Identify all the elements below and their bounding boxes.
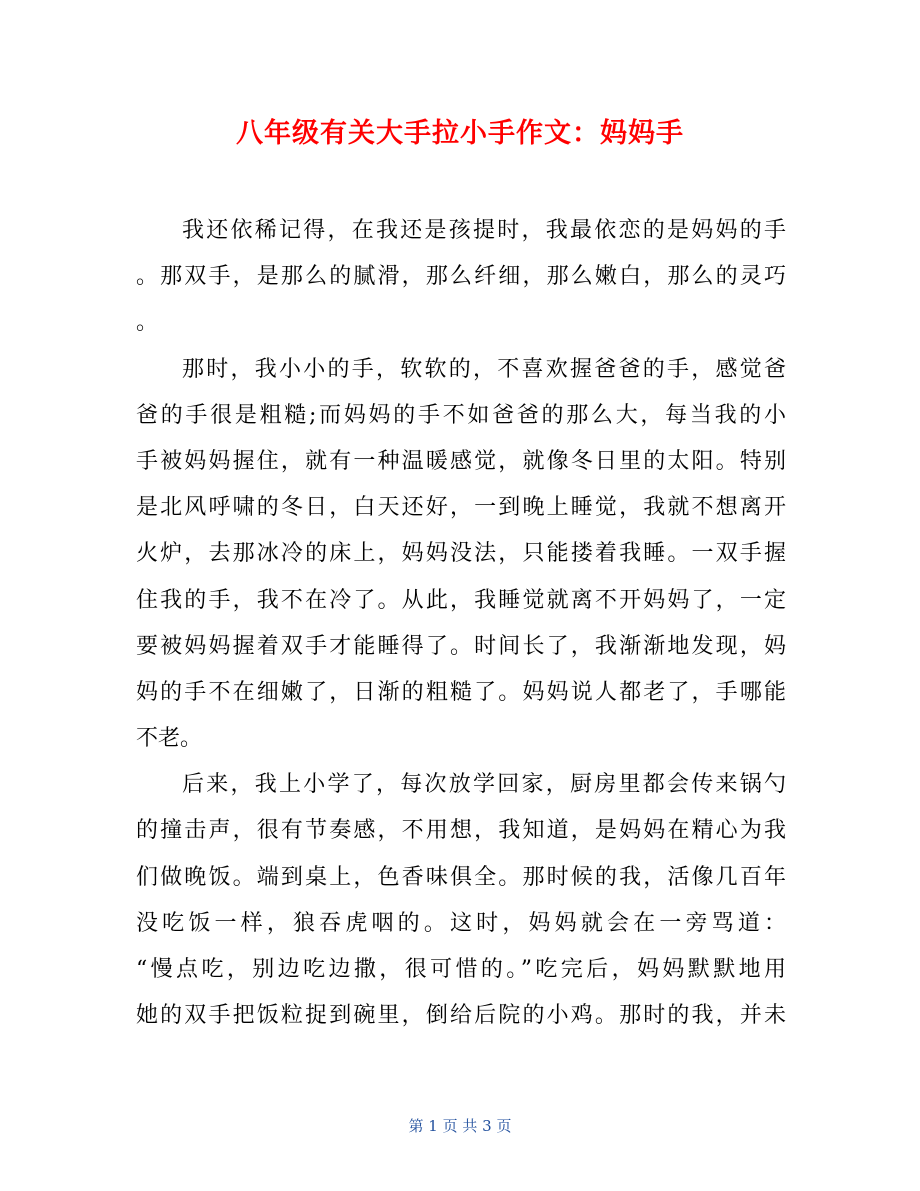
- text-line: 后来，我上小学了，每次放学回家，厨房里都会传来锅勺: [182, 772, 786, 798]
- text-line: 住我的手，我不在冷了。从此，我睡觉就离不开妈妈了，一定: [136, 587, 786, 613]
- document-title: 八年级有关大手拉小手作文：妈妈手: [236, 118, 684, 149]
- text-line: 不老。: [136, 726, 203, 752]
- text-line: 她的双手把饭粒捉到碗里，倒给后院的小鸡。那时的我，并未: [136, 1003, 786, 1029]
- text-line: 火炉，去那冰冷的床上，妈妈没法，只能搂着我睡。一双手握: [136, 541, 786, 567]
- text-line: 手被妈妈握住，就有一种温暖感觉，就像冬日里的太阳。特别: [136, 448, 786, 474]
- text-line: 没吃饭一样，狼吞虎咽的。这时，妈妈就会在一旁骂道：: [136, 910, 786, 936]
- page-number: 第 1 页 共 3 页: [408, 1117, 512, 1135]
- text-line: 的撞击声，很有节奏感，不用想，我知道，是妈妈在精心为我: [136, 818, 786, 844]
- text-line: 我还依稀记得，在我还是孩提时，我最依恋的是妈妈的手: [182, 218, 786, 243]
- text-line: “慢点吃，别边吃边撒，很可惜的。”吃完后，妈妈默默地用: [136, 957, 786, 982]
- text-line: 爸的手很是粗糙;而妈妈的手不如爸爸的那么大，每当我的小: [136, 402, 786, 428]
- text-line: 。那双手，是那么的腻滑，那么纤细，那么嫩白，那么的灵巧: [136, 264, 786, 290]
- text-line: 妈的手不在细嫩了，日渐的粗糙了。妈妈说人都老了，手哪能: [136, 679, 786, 705]
- text-line: 们做晚饭。端到桌上，色香味俱全。那时候的我，活像几百年: [136, 864, 786, 890]
- text-line: 要被妈妈握着双手才能睡得了。时间长了，我渐渐地发现，妈: [136, 633, 786, 659]
- document-body: [136, 208, 786, 1039]
- text-line: 是北风呼啸的冬日，白天还好，一到晚上睡觉，我就不想离开: [136, 495, 786, 521]
- text-line: 。: [136, 310, 159, 336]
- text-line: 那时，我小小的手，软软的，不喜欢握爸爸的手，感觉爸: [182, 356, 786, 382]
